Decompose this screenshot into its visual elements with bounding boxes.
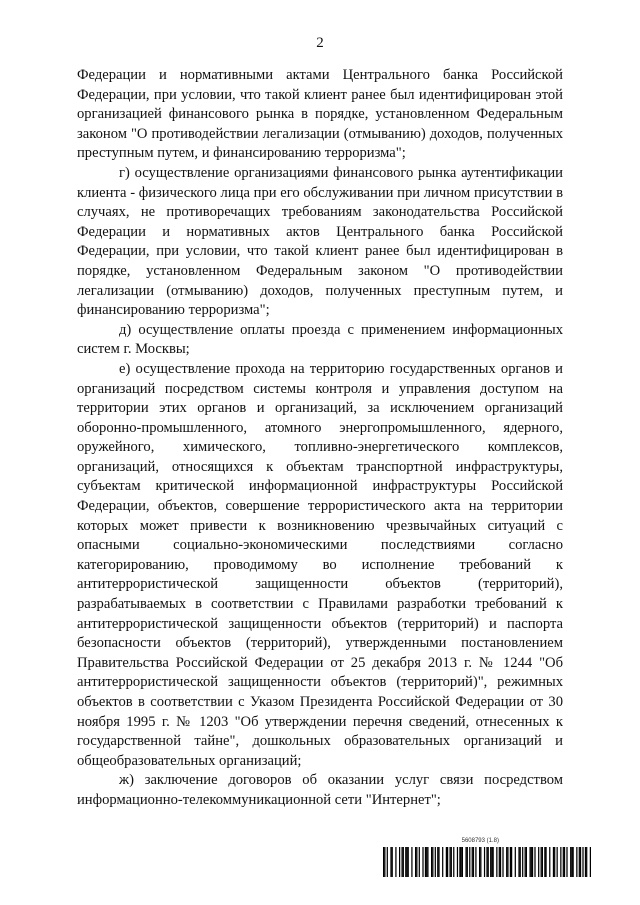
barcode-bar (435, 847, 436, 877)
barcode-bar (475, 847, 476, 877)
barcode-bar (507, 847, 508, 877)
barcode-bar (496, 847, 497, 877)
barcode-bar (416, 847, 417, 877)
paragraph-item-g: г) осуществление организациями финансового рынка аутентификации клиента - физического лица при его обслуживании при личном присутствии в случаях, не противоречащих требованиям законодательства Российской Федерации и нормативных актов Центрального банка Российской Федерации, при условии, что такой клиент ранее был идентифицирован в порядке, установленном Федеральным законом "О противодействии легализации (отмыванию) доходов, полученных преступным путем, и финансированию терроризма"; (77, 164, 563, 319)
barcode-bar (518, 847, 519, 877)
barcode-bar (415, 847, 416, 877)
barcode-bar (538, 847, 539, 877)
barcode-bar (408, 847, 409, 877)
barcode-bar (457, 847, 458, 877)
barcode-bar (522, 847, 523, 877)
paragraph-item-d: д) осуществление оплаты проезда с применением информационных систем г. Москвы; (77, 321, 563, 358)
barcode-bar (534, 847, 535, 877)
barcode-bar (566, 847, 567, 877)
barcode-bar (564, 847, 565, 877)
barcode-bar (390, 847, 391, 877)
barcode-bar (563, 847, 564, 877)
barcode-bar (525, 847, 526, 877)
barcode-bar (493, 847, 494, 877)
barcode-bar (573, 847, 574, 877)
barcode-bar (549, 847, 550, 877)
barcode-bar (544, 847, 545, 877)
barcode-bar (473, 847, 474, 877)
barcode-bar (446, 847, 447, 877)
barcode-bar (532, 847, 533, 877)
barcode-bar (453, 847, 454, 877)
barcode-bar (449, 847, 450, 877)
barcode-bar (579, 847, 580, 877)
barcode-bar (576, 847, 577, 877)
barcode-bar (383, 847, 384, 877)
barcode-caption: 5608793 (1.8) (461, 838, 499, 844)
barcode-bar (486, 847, 487, 877)
barcode-block (383, 838, 591, 878)
barcode-bar (438, 847, 439, 877)
barcode-bar (425, 847, 426, 877)
barcode-bar (401, 847, 402, 877)
barcode-bar (387, 847, 388, 877)
barcode-bar (426, 847, 427, 877)
barcode-bar (406, 847, 407, 877)
barcode-bar (571, 847, 572, 877)
barcode-bar (431, 847, 432, 877)
barcode-bar (451, 847, 452, 877)
barcode-bar (484, 847, 485, 877)
barcode-bar (403, 847, 404, 877)
barcode-bar (553, 847, 554, 877)
barcode-bar (461, 847, 462, 877)
barcode-bar (395, 847, 396, 877)
barcode-bar (480, 847, 481, 877)
barcode-bar (488, 847, 489, 877)
barcode-bar (542, 847, 543, 877)
barcode-bar (499, 847, 500, 877)
barcode-bar (437, 847, 438, 877)
page-number: 2 (316, 35, 324, 51)
barcode-bar (554, 847, 555, 877)
barcode-bar (472, 847, 473, 877)
barcode-bar (469, 847, 470, 877)
barcode-bar (500, 847, 501, 877)
barcode-bar (459, 847, 460, 877)
barcode-bar (570, 847, 571, 877)
barcode-bar (590, 847, 591, 877)
barcode-bar (465, 847, 466, 877)
barcode-bar (422, 847, 423, 877)
document-body (77, 66, 563, 811)
barcode-bar (399, 847, 400, 877)
barcode-bar (586, 847, 587, 877)
barcode-bar (442, 847, 443, 877)
barcode-bar (531, 847, 532, 877)
barcode-bar (479, 847, 480, 877)
barcode-bar (560, 847, 561, 877)
barcode-bar (506, 847, 507, 877)
barcode-bar (511, 847, 512, 877)
barcode-bar (515, 847, 516, 877)
barcode-bar (557, 847, 558, 877)
barcode-bar (405, 847, 406, 877)
barcode-bar (462, 847, 463, 877)
barcode-bar (526, 847, 527, 877)
barcode-bar (502, 847, 503, 877)
barcode-bar (392, 847, 393, 877)
barcode-bar (585, 847, 586, 877)
barcode-bar (582, 847, 583, 877)
barcode-bar (545, 847, 546, 877)
paragraph-continuation: Федерации и нормативными актами Центрального банка Российской Федерации, при условии, что такой клиент ранее был идентифицирован этой организацией финансового рынка в порядке, установленном Федеральным законом "О противодействии легализации (отмыванию) доходов, полученных преступным путем, и финансированию терроризма"; (77, 67, 563, 162)
barcode-bar (491, 847, 492, 877)
barcode-bar (427, 847, 428, 877)
barcode-bar (467, 847, 468, 877)
barcode-image (383, 847, 591, 877)
paragraph-item-zh: ж) заключение договоров об оказании услуг связи посредством информационно-телекоммуникационной сети "Интернет"; (77, 772, 563, 808)
barcode-bar (541, 847, 542, 877)
barcode-bar (520, 847, 521, 877)
barcode-bar (580, 847, 581, 877)
barcode-bar (432, 847, 433, 877)
barcode-bar (529, 847, 530, 877)
barcode-bar (411, 847, 412, 877)
barcode-bar (384, 847, 385, 877)
barcode-bar (510, 847, 511, 877)
barcode-bar (490, 847, 491, 877)
barcode-bar (447, 847, 448, 877)
paragraph-item-e: е) осуществление прохода на территорию государственных органов и организаций посредством системы контроля и управления доступом на территории этих органов и организаций, за исключением организаций оборонно-промышленного, атомного энергопромышленного, ядерного, оружейного, химического, топливно-энергетического комплексов, организаций, относящихся к объектам транспортной инфраструктуры, субъектам критической информационной инфраструктуры Российской Федерации, объектов, совершение террористического акта на территории которых может привести к возникновению чрезвычайных ситуаций с опасными социально-экономическими последствиями согласно категорированию, проводимому во исполнение требований к антитеррористической защищенности объектов (территорий), разрабатываемых в соответствии с Правилами разработки требований к антитеррористической защищенности объектов (территорий) и паспорта безопасности объектов (территорий), утвержденными постановлением Правительства Российской Федерации от 25 декабря 2013 г. № 1244 "Об антитеррористической защищенности объектов (территорий)", режимных объектов в соответствии с Указом Президента Российской Федерации от 30 ноября 1995 г. № 1203 "Об утверждении перечня сведений, отнесенных к государственной тайне", дошкольных образовательных организаций и общеобразовательных организаций; (77, 360, 563, 769)
barcode-bar (419, 847, 420, 877)
